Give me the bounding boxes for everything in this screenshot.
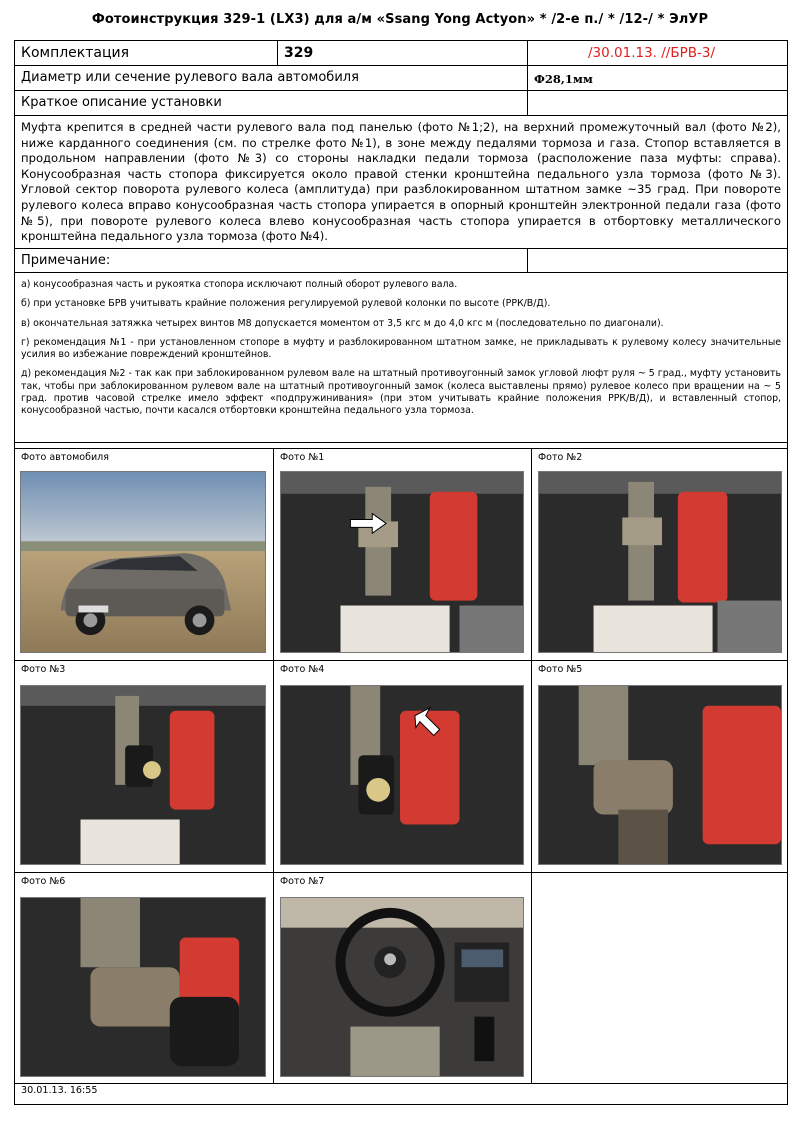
description-row [15,116,787,249]
diameter-label: Диаметр или сечение рулевого вала автомобиля [21,70,359,85]
note-item: б) при установке БРВ учитывать крайние положения регулируемой рулевой колонки по высоте (РРК/В/Д). [21,298,551,310]
photo-4 [280,685,524,865]
photo-cell-2 [531,449,787,660]
photo-caption: Фото №2 [538,452,583,463]
notes-label: Примечание: [21,253,111,268]
photo-cell-car [15,449,273,660]
document-title: Фотоинструкция 329-1 (LX3) для а/м «Ssang Yong Actyon» * /2-е п./ * /12-/ * ЭлУР [91,12,709,27]
photo-cell-1 [273,449,531,660]
photo-caption: Фото №5 [538,664,583,675]
photo-caption: Фото №6 [21,876,66,887]
photo-cell-3 [15,661,273,872]
photo-2 [538,471,782,653]
notes-row [15,273,787,443]
instruction-table [14,40,788,1105]
photo-row-3 [15,873,787,1084]
photo-1 [280,471,524,653]
photo-caption: Фото автомобиля [21,452,109,463]
photo-7 [280,897,524,1077]
note-item: в) окончательная затяжка четырех винтов М8 допускается моментом от 3,5 кгс м до 4,0 кгс м (последовательно по диагонали). [21,317,664,329]
note-item: д) рекомендация №2 - так как при заблокированном рулевом вале на штатный противоугонный замок угловой люфт руля ~ 5 град., муфту установить так, чтобы при заблокированном рулевом вале на штатный противоугонный замок (колеса выставлены прямо) рулевое колесо при вращении на ~ 5 град. против часовой стрелке имело эффект «подпружинивания» (при этом учитывать крайние положения РРК/В/Д), и вставленный стопор, конусообразной частью, почти касался отбортовки кронштейна педального узла тормоза. [21,368,781,417]
config-value: 329 [277,41,527,65]
photo-3 [20,685,266,865]
description-text: Муфта крепится в средней части рулевого вала под панелью (фото №1;2), на верхний промежуточный вал (фото №2), ниже карданного соединения (см. по стрелке фото №1), в зоне между педалями тормоза и газа. Стопор вставляется в продольном направлении (фото №3) со стороны накладки педали тормоза (расположение паза муфты: справа). Конусообразная часть стопора фиксируется около правой стенки кронштейна педального узла тормоза (фото №3). Угловой сектор поворота рулевого колеса (амплитуда) при разблокированном штатном замке ~35 град. При повороте рулевого колеса вправо конусообразная часть стопора упирается в опорный кронштейн электронной педали газа (фото №5), при повороте рулевого колеса влево конусообразная часть стопора упирается в отбортовку металлического кронштейна педального узла тормоза (фото №4). [21,120,781,244]
diameter-row [15,66,787,91]
description-label-row [15,91,787,116]
config-row [15,41,787,66]
car-photo [20,471,266,653]
photo-row-1 [15,449,787,661]
print-timestamp: 30.01.13. 16:55 [21,1085,98,1096]
photo-cell-6 [15,873,273,1083]
photo-caption: Фото №1 [280,452,325,463]
photo-row-2 [15,661,787,873]
description-label: Краткое описание установки [21,95,222,110]
note-item: а) конусообразная часть и рукоятка стопора исключают полный оборот рулевого вала. [21,279,458,290]
photo-cell-4 [273,661,531,872]
config-label: Комплектация [21,45,130,61]
photo-6 [20,897,266,1077]
revision-code: /30.01.13. //БРВ-3/ [527,41,787,65]
photo-caption: Фото №7 [280,876,325,887]
photo-cell-7 [273,873,531,1083]
photo-cell-5 [531,661,787,872]
photo-caption: Фото №4 [280,664,325,675]
diameter-value: Ф28,1мм [527,66,787,90]
notes-label-row [15,249,787,273]
photo-5 [538,685,782,865]
note-item: г) рекомендация №1 - при установленном стопоре в муфту и разблокированном штатном замке, не прикладывать к рулевому колесу значительные усилия во избежание повреждений кронштейнов. [21,336,781,361]
photo-caption: Фото №3 [21,664,66,675]
